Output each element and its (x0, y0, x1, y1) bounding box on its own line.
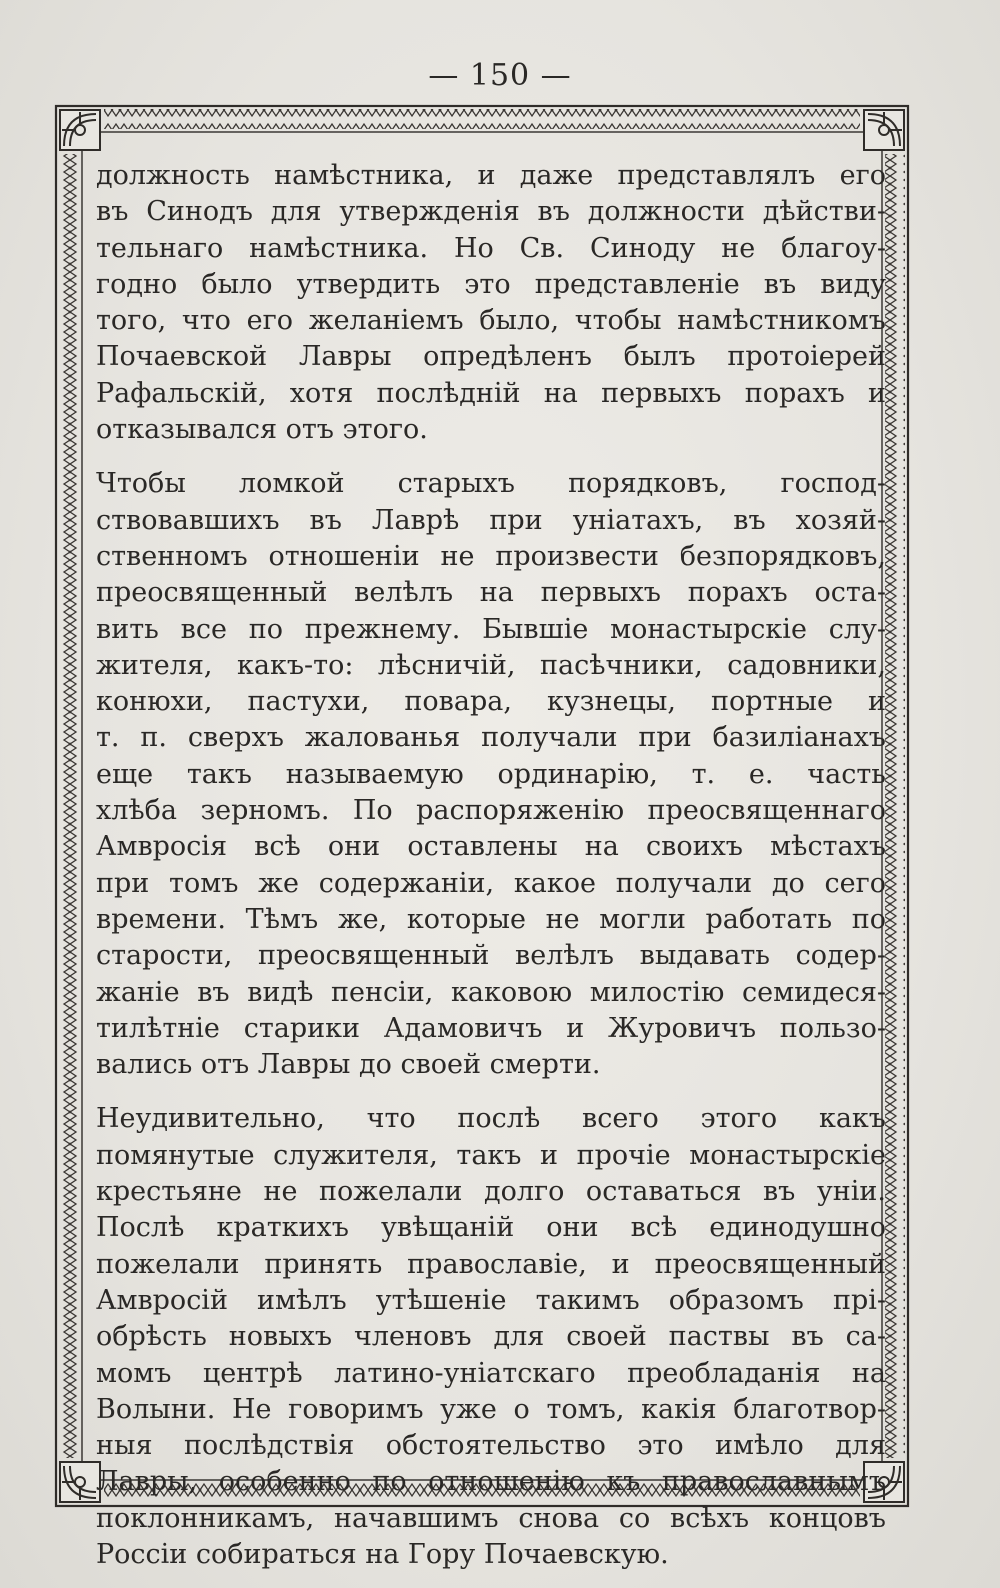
text-line: т. п. сверхъ жалованья получали при базиліанахъ (96, 722, 886, 754)
text-line: обрѣсть новыхъ членовъ для своей паствы въ са- (96, 1321, 886, 1353)
text-line: пожелали принять православіе, и преосвященный (96, 1248, 886, 1280)
text-line: крестьяне не пожелали долго оставаться въ уніи. (96, 1176, 886, 1208)
text-line: жаніе въ видѣ пенсіи, каковою милостію семидеся- (96, 976, 886, 1008)
text-line: момъ центрѣ латино-уніатскаго преобладанія на (96, 1357, 886, 1389)
paragraph (96, 1101, 886, 1573)
text-line: Волыни. Не говоримъ уже о томъ, какія благотвор- (96, 1393, 886, 1425)
paragraph (96, 466, 886, 1083)
text-line: отказывался отъ этого. (96, 414, 428, 446)
text-line: тельнаго намѣстника. Но Св. Синоду не благоу- (96, 232, 886, 264)
text-line: старости, преосвященный велѣлъ выдавать содер- (96, 940, 886, 972)
text-line: Послѣ краткихъ увѣщаній они всѣ единодушно (96, 1212, 886, 1244)
text-line: тилѣтніе старики Адамовичъ и Журовичъ пользо- (96, 1012, 886, 1044)
text-line: ныя послѣдствія обстоятельство это имѣло для (96, 1430, 886, 1462)
text-line: времени. Тѣмъ же, которые не могли работать по (96, 903, 886, 935)
text-line: Неудивительно, что послѣ всего этого какъ (96, 1103, 886, 1135)
text-line: Рафальскій, хотя послѣдній на первыхъ порахъ и (96, 377, 886, 409)
text-line: Амвросія всѣ они оставлены на своихъ мѣстахъ (96, 831, 886, 863)
text-line: должность намѣстника, и даже представлялъ его (96, 160, 886, 191)
text-line: конюхи, пастухи, повара, кузнецы, портные и (96, 686, 886, 718)
text-line: еще такъ называемую ординарію, т. е. часть (96, 758, 886, 790)
text-line: годно было утвердить это представленіе въ виду (96, 268, 886, 300)
text-line: Амвросій имѣлъ утѣшеніе такимъ образомъ прі- (96, 1284, 886, 1316)
text-line: при томъ же содержаніи, какое получали до сего (96, 867, 886, 899)
text-line: помянутые служителя, такъ и прочіе монастырскіе (96, 1139, 886, 1171)
text-line: въ Синодъ для утвержденія въ должности дѣйстви- (96, 196, 886, 228)
text-line: жителя, какъ-то: лѣсничій, пасѣчники, садовники, (96, 649, 886, 681)
paragraph-gap (96, 1083, 886, 1101)
text-line: преосвященный велѣлъ на первыхъ порахъ оста- (96, 577, 886, 609)
paragraph-gap (96, 448, 886, 466)
text-line: Россіи собираться на Гору Почаевскую. (96, 1538, 669, 1570)
text-line: хлѣба зерномъ. По распоряженію преосвященнаго (96, 795, 886, 827)
text-line: вались отъ Лавры до своей смерти. (96, 1049, 601, 1081)
text-line: ственномъ отношеніи не произвести безпорядковъ, (96, 540, 886, 572)
body-text (96, 158, 886, 1573)
paragraph (96, 158, 886, 448)
text-line: Чтобы ломкой старыхъ порядковъ, господ- (96, 468, 886, 500)
text-line: Лавры, особенно по отношенію къ православнымъ (96, 1466, 886, 1498)
text-line: вить все по прежнему. Бывшіе монастырскіе слу- (96, 613, 886, 645)
text-line: поклонникамъ, начавшимъ снова со всѣхъ концовъ (96, 1502, 886, 1534)
text-line: того, что его желаніемъ было, чтобы намѣстникомъ (96, 305, 886, 337)
page-number: — 150 — (428, 58, 572, 93)
text-line: ствовавшихъ въ Лаврѣ при уніатахъ, въ хозяй- (96, 504, 886, 536)
text-line: Почаевской Лавры опредѣленъ былъ протоіерей (96, 341, 886, 373)
